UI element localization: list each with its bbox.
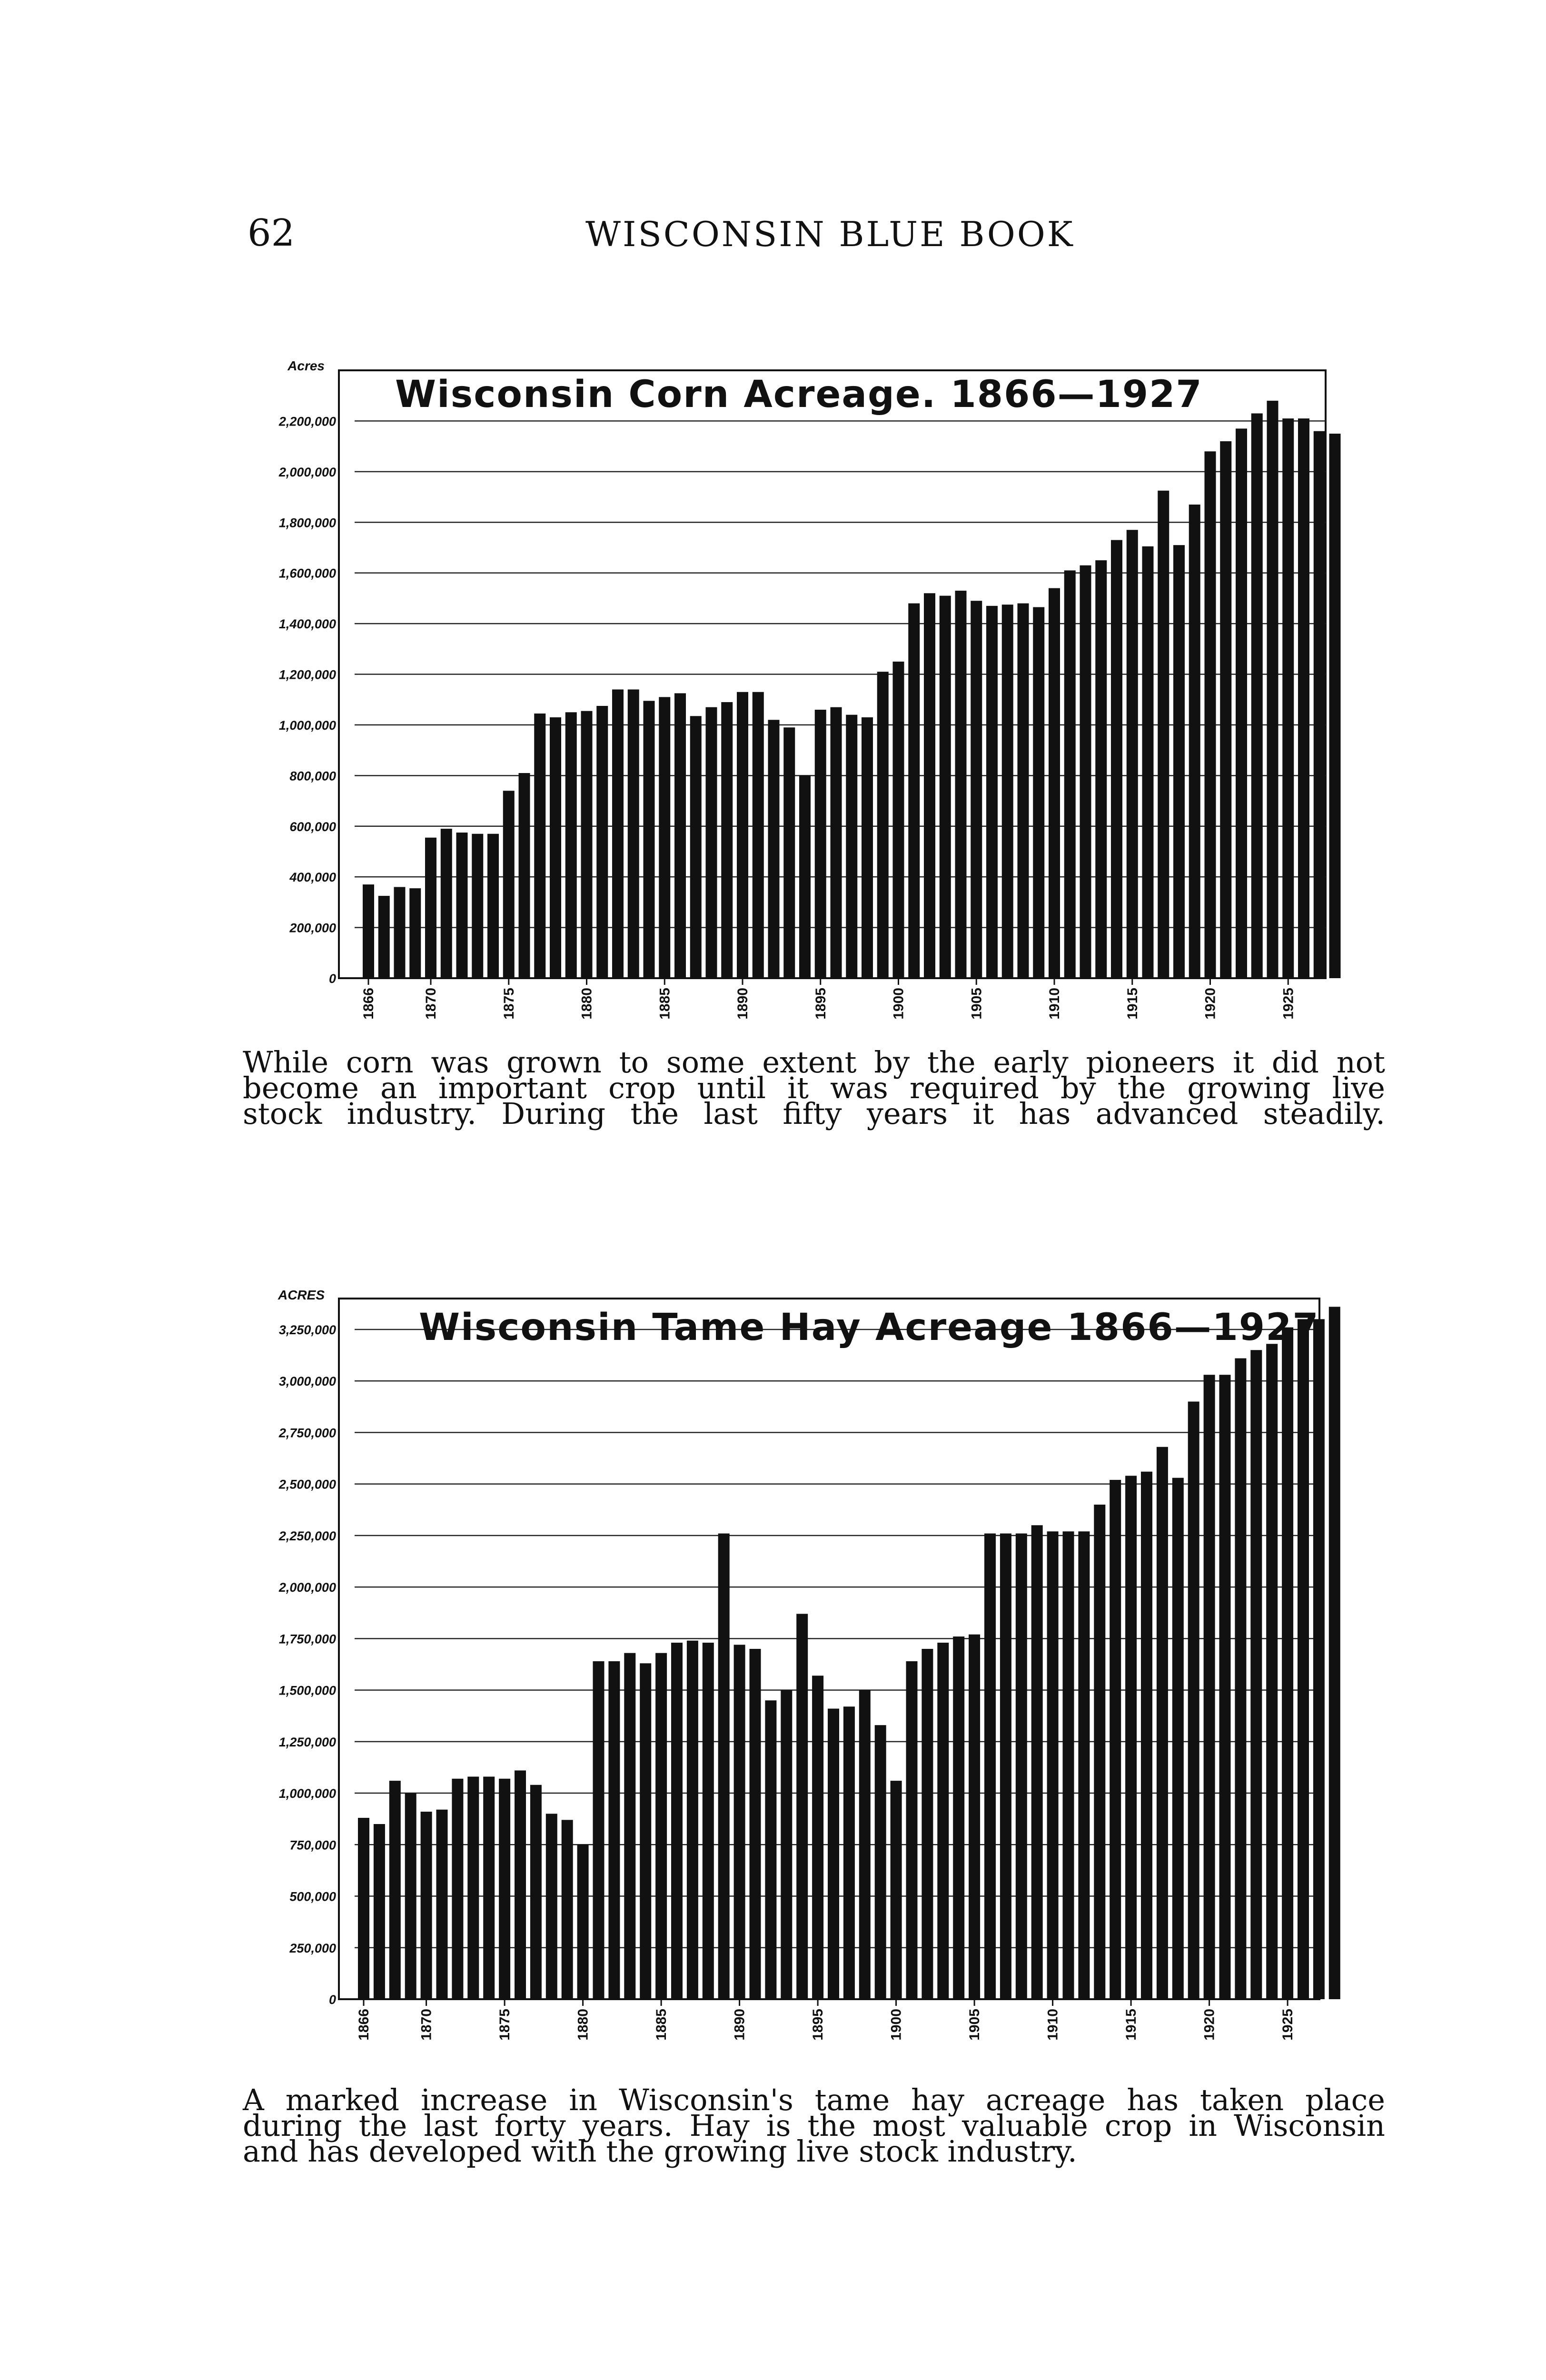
bar-1883: [628, 689, 639, 978]
bar-1910: [1047, 1531, 1059, 1999]
bar-1882: [608, 1661, 620, 1999]
bar-1897: [843, 1706, 855, 1999]
bar-1913: [1094, 1505, 1105, 1999]
bar-1905: [971, 601, 982, 978]
bar-1892: [765, 1700, 776, 1999]
bar-1924: [1267, 401, 1278, 978]
bar-1899: [877, 672, 889, 978]
bar-1881: [596, 706, 608, 978]
x-tick-label: 1895: [810, 2009, 826, 2041]
y-tick-label: 200,000: [289, 921, 336, 935]
y-tick-label: 2,200,000: [278, 414, 336, 429]
bar-1867: [374, 1824, 385, 1999]
y-axis-label: Acres: [287, 358, 325, 373]
bar-1927: [1314, 431, 1325, 978]
x-tick-label: 1866: [361, 988, 377, 1020]
bar-1887: [690, 716, 702, 978]
bar-undefined: [1329, 1307, 1340, 1999]
bar-1895: [812, 1676, 823, 1999]
y-tick-label: 1,750,000: [278, 1632, 336, 1646]
x-tick-label: 1900: [888, 2009, 904, 2041]
bar-1876: [519, 773, 530, 978]
bar-1896: [828, 1709, 839, 1999]
bar-1881: [593, 1661, 605, 1999]
bar-1926: [1298, 418, 1309, 978]
x-tick-label: 1875: [497, 2009, 513, 2041]
bar-1922: [1235, 1359, 1246, 1999]
hay-caption-line-3: and has developed with the growing live stock industry.: [243, 2134, 1077, 2169]
bar-1915: [1125, 1476, 1137, 1999]
bar-1911: [1063, 1531, 1074, 1999]
y-tick-label: 1,000,000: [278, 718, 336, 733]
bar-1877: [534, 714, 545, 978]
x-tick-label: 1890: [735, 988, 751, 1020]
bar-1895: [815, 710, 826, 978]
x-tick-label: 1880: [579, 988, 595, 1020]
bar-1874: [487, 834, 499, 978]
bar-1902: [922, 1649, 933, 1999]
bar-1870: [421, 1812, 432, 1999]
bar-1915: [1127, 530, 1138, 978]
y-tick-label: 2,250,000: [278, 1528, 336, 1543]
bar-1884: [644, 701, 655, 978]
bar-1871: [441, 829, 452, 978]
bar-1874: [483, 1776, 495, 1999]
bar-1886: [671, 1643, 683, 1999]
bar-1923: [1250, 1350, 1262, 1999]
x-tick-label: 1895: [813, 988, 829, 1020]
y-tick-label: 2,750,000: [278, 1426, 336, 1440]
corn-caption-line-2: become an important crop until it was required by the growing live: [243, 1071, 1385, 1105]
x-tick-label: 1875: [501, 988, 517, 1020]
bar-1882: [612, 689, 624, 978]
y-axis-label: ACRES: [277, 1288, 325, 1302]
y-tick-label: 800,000: [289, 769, 336, 783]
bar-1890: [734, 1645, 745, 1999]
y-tick-label: 0: [328, 972, 336, 986]
bar-1912: [1080, 565, 1091, 978]
x-tick-label: 1890: [732, 2009, 748, 2041]
y-tick-label: 600,000: [289, 819, 336, 834]
bar-1907: [1000, 1534, 1011, 1999]
bar-1883: [624, 1653, 635, 1999]
hay-caption-line-1: A marked increase in Wisconsin's tame hay acreage has taken place: [243, 2082, 1385, 2117]
page-number: 62: [248, 212, 295, 255]
y-tick-label: 1,000,000: [278, 1786, 336, 1801]
y-tick-label: 1,500,000: [278, 1683, 336, 1698]
bar-1875: [503, 791, 515, 978]
running-head: WISCONSIN BLUE BOOK: [585, 214, 1075, 254]
bar-1891: [753, 692, 764, 978]
bar-1869: [405, 1793, 416, 1999]
bar-1908: [1016, 1534, 1027, 1999]
bar-1926: [1298, 1319, 1309, 1999]
y-tick-label: 250,000: [289, 1941, 336, 1955]
x-tick-label: 1905: [967, 2009, 983, 2041]
bar-1923: [1251, 413, 1263, 978]
bar-1869: [409, 888, 421, 978]
x-tick-label: 1880: [575, 2009, 591, 2041]
bar-1879: [562, 1820, 573, 1999]
x-tick-label: 1885: [657, 988, 673, 1020]
bar-1871: [436, 1810, 448, 1999]
bar-1880: [581, 711, 593, 978]
bar-1867: [378, 896, 390, 978]
x-tick-label: 1910: [1047, 988, 1062, 1020]
x-tick-label: 1866: [356, 2009, 372, 2041]
bar-1900: [893, 662, 904, 978]
bar-1912: [1078, 1531, 1090, 1999]
bar-1893: [783, 727, 795, 978]
bar-1878: [550, 717, 561, 978]
x-tick-label: 1905: [969, 988, 985, 1020]
bar-1908: [1018, 604, 1029, 978]
bar-1885: [655, 1653, 667, 1999]
bar-1920: [1205, 451, 1216, 978]
bar-1884: [640, 1663, 651, 1999]
y-tick-label: 3,250,000: [278, 1322, 336, 1337]
bar-1900: [891, 1781, 902, 1999]
x-tick-label: 1870: [423, 988, 439, 1020]
y-tick-label: 1,250,000: [278, 1735, 336, 1749]
chart-title: Wisconsin Corn Acreage. 1866—1927: [395, 373, 1203, 416]
bar-1927: [1313, 1319, 1325, 1999]
y-tick-label: 0: [328, 1993, 336, 2007]
bar-1922: [1236, 428, 1247, 978]
bar-1925: [1282, 1328, 1293, 1999]
bar-1877: [530, 1785, 542, 1999]
y-tick-label: 1,600,000: [278, 566, 336, 581]
bar-1872: [456, 833, 468, 978]
bar-1893: [781, 1690, 792, 1999]
bar-1907: [1002, 605, 1013, 978]
y-tick-label: 2,000,000: [278, 465, 336, 479]
chart-title: Wisconsin Tame Hay Acreage 1866—1927: [419, 1306, 1319, 1349]
bar-1898: [859, 1690, 871, 1999]
bar-1917: [1157, 1447, 1168, 1999]
bar-1921: [1220, 441, 1231, 978]
bar-1866: [363, 884, 374, 978]
bar-1875: [499, 1779, 510, 1999]
bar-1916: [1141, 1472, 1152, 1999]
bar-1909: [1031, 1525, 1043, 1999]
bar-1903: [940, 596, 951, 978]
corn-caption-line-3: stock industry. During the last fifty years it has advanced steadily.: [243, 1096, 1385, 1131]
bar-1886: [674, 693, 686, 978]
x-tick-label: 1925: [1280, 2009, 1296, 2041]
chart-1-group: [277, 1288, 1340, 2041]
bar-1868: [394, 887, 406, 978]
bar-1890: [737, 692, 748, 978]
x-tick-label: 1925: [1280, 988, 1297, 1020]
x-tick-label: 1915: [1123, 2009, 1140, 2041]
bar-1919: [1188, 1401, 1199, 1999]
bar-1913: [1095, 560, 1107, 978]
x-tick-label: 1910: [1045, 2009, 1061, 2041]
corn-caption: [243, 1045, 1385, 1131]
bar-1905: [969, 1635, 980, 1999]
bar-1868: [389, 1781, 401, 1999]
y-tick-label: 400,000: [289, 870, 336, 885]
y-tick-label: 1,200,000: [278, 667, 336, 682]
bar-1891: [750, 1649, 761, 1999]
bar-1898: [862, 717, 873, 978]
y-tick-label: 2,500,000: [278, 1477, 336, 1492]
bar-1909: [1033, 607, 1044, 978]
hay-caption: [243, 2082, 1385, 2169]
bar-1901: [906, 1661, 918, 1999]
x-tick-label: 1915: [1124, 988, 1140, 1020]
bar-1888: [706, 707, 717, 978]
bar-1914: [1110, 1480, 1121, 1999]
bar-1897: [846, 715, 857, 978]
bar-1880: [577, 1844, 589, 1999]
bar-1873: [467, 1776, 479, 1999]
bar-1894: [796, 1614, 808, 1999]
bar-1873: [472, 834, 483, 978]
bar-1887: [687, 1641, 698, 1999]
bar-1892: [768, 720, 780, 978]
bar-1903: [937, 1643, 949, 1999]
bar-1901: [908, 604, 920, 978]
bar-1872: [452, 1779, 463, 1999]
bar-1910: [1049, 588, 1060, 978]
bar-1888: [703, 1643, 714, 1999]
y-tick-label: 750,000: [289, 1838, 336, 1853]
bar-1866: [358, 1818, 369, 1999]
bar-1899: [875, 1725, 886, 1999]
bar-1894: [799, 775, 811, 978]
bar-1889: [721, 702, 733, 978]
bar-1876: [515, 1770, 526, 1999]
y-tick-label: 2,000,000: [278, 1580, 336, 1595]
bar-1870: [425, 838, 436, 978]
x-tick-label: 1885: [654, 2009, 670, 2041]
bar-1902: [924, 593, 935, 978]
bar-1904: [955, 591, 967, 978]
bar-1917: [1158, 491, 1169, 978]
bar-1904: [953, 1636, 964, 1999]
bar-1889: [718, 1534, 730, 1999]
y-tick-label: 1,800,000: [278, 516, 336, 530]
bar-1914: [1111, 540, 1122, 978]
bar-1878: [546, 1814, 557, 1999]
bar-1925: [1282, 418, 1294, 978]
x-tick-label: 1920: [1202, 988, 1219, 1020]
x-tick-label: 1870: [418, 2009, 435, 2041]
bar-1879: [565, 712, 577, 978]
bar-1920: [1204, 1375, 1215, 1999]
y-tick-label: 3,000,000: [278, 1374, 336, 1389]
x-tick-label: 1900: [891, 988, 907, 1020]
y-tick-label: 1,400,000: [278, 617, 336, 632]
bar-1885: [659, 697, 670, 978]
bar-1919: [1189, 505, 1200, 978]
bar-1921: [1219, 1375, 1231, 1999]
corn-caption-line-1: While corn was grown to some extent by the early pioneers it did not: [243, 1045, 1385, 1080]
chart-0-group: [278, 358, 1341, 1020]
bar-1916: [1142, 546, 1154, 978]
bar-1918: [1172, 1478, 1184, 1999]
hay-caption-line-2: during the last forty years. Hay is the most valuable crop in Wisconsin: [243, 2108, 1385, 2143]
bar-undefined: [1329, 434, 1341, 978]
bar-1896: [831, 707, 842, 978]
bar-1918: [1173, 545, 1185, 978]
bar-1906: [986, 606, 998, 978]
bar-1906: [984, 1534, 996, 1999]
bar-1924: [1266, 1344, 1278, 1999]
y-tick-label: 500,000: [289, 1889, 336, 1904]
bar-1911: [1064, 570, 1076, 978]
x-tick-label: 1920: [1201, 2009, 1218, 2041]
